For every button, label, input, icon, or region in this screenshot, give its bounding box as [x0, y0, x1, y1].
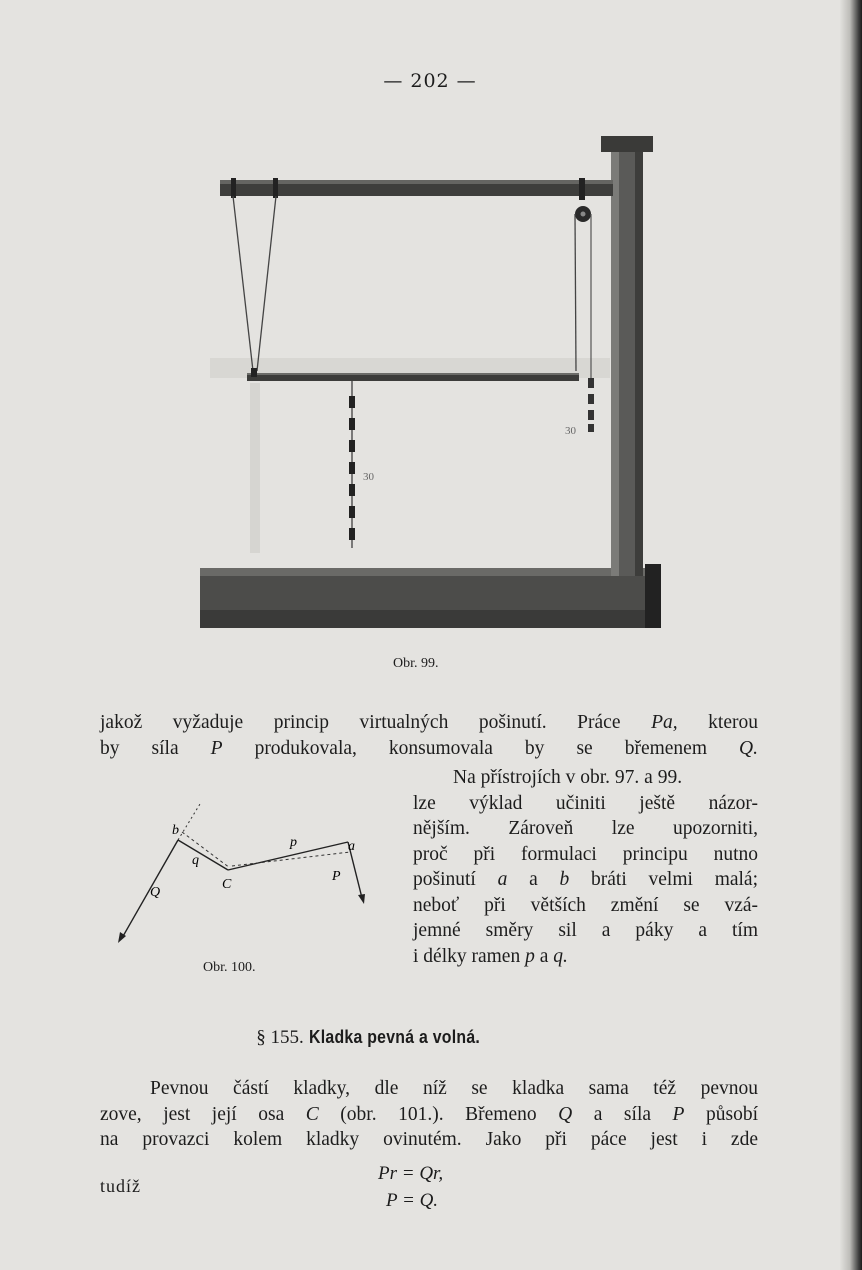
paragraph-2-line-7: jemné směry sil a páky a tím [413, 920, 758, 941]
paragraph-2-line-8: i délky ramen p a q. [413, 945, 568, 967]
formula-2: P = Q. [386, 1190, 439, 1211]
page-number: — 202 — [383, 70, 477, 92]
figure-99-caption: Obr. 99. [393, 656, 439, 671]
figure-99-lever-apparatus [195, 128, 665, 638]
paragraph-3 [100, 1076, 758, 1153]
paragraph-1-line-2: by síla P produkovala, konsumovala by se břemenem Q. [100, 737, 758, 759]
label-C: C [222, 877, 232, 892]
weights-chain-right [588, 378, 594, 432]
weight-label-left: 30 [363, 471, 374, 483]
label-q: q [192, 853, 199, 868]
label-P: P [332, 869, 341, 884]
section-number: § 155. [256, 1027, 304, 1048]
post-cap [601, 136, 653, 152]
label-b: b [172, 823, 179, 838]
paragraph-2-line-1: Na přístrojích v obr. 97. a 99. [453, 767, 683, 788]
paragraph-2-line-5: pošinutí a a b bráti velmi malá; [413, 869, 759, 890]
label-p: p [290, 835, 297, 850]
section-heading [100, 1027, 660, 1049]
paragraph-1-line-1: jakož vyžaduje princip virtualných pošinutí. Práce Pa, kterou [100, 712, 758, 733]
paragraph-2 [413, 765, 758, 969]
section-title: Kladka pevná a volná. [309, 1027, 481, 1047]
figure-100-caption: Obr. 100. [203, 960, 256, 975]
paragraph-3-line-3: na provazci kolem kladky ovinutém. Jako při páce jest i zde [100, 1129, 758, 1150]
label-a: a [348, 839, 355, 854]
paragraph-2-line-6: neboť při větších změní se vzá- [413, 894, 758, 916]
formula-1: Pr = Qr, [378, 1163, 444, 1184]
paragraph-3-line-2: zove, jest její osa C (obr. 101.). Břemeno Q a síla P působí [100, 1103, 758, 1125]
weights-chain-left [349, 381, 355, 548]
book-spine-shadow [840, 0, 862, 1270]
paragraph-2-line-4: proč při formulaci principu nutno [413, 843, 758, 865]
label-Q: Q [150, 885, 161, 900]
paragraph-2-line-3: nějším. Zároveň lze upozorniti, [413, 818, 758, 839]
paragraph-2-line-2: lze výklad učiniti ještě názor- [413, 792, 758, 814]
figure-100-lever-diagram [112, 800, 382, 952]
word-tudiz: tudíž [100, 1176, 141, 1196]
paragraph-1 [100, 710, 758, 761]
weight-label-right: 30 [565, 425, 576, 437]
paragraph-3-line-1: Pevnou částí kladky, dle níž se kladka sama též pevnou [150, 1078, 758, 1099]
